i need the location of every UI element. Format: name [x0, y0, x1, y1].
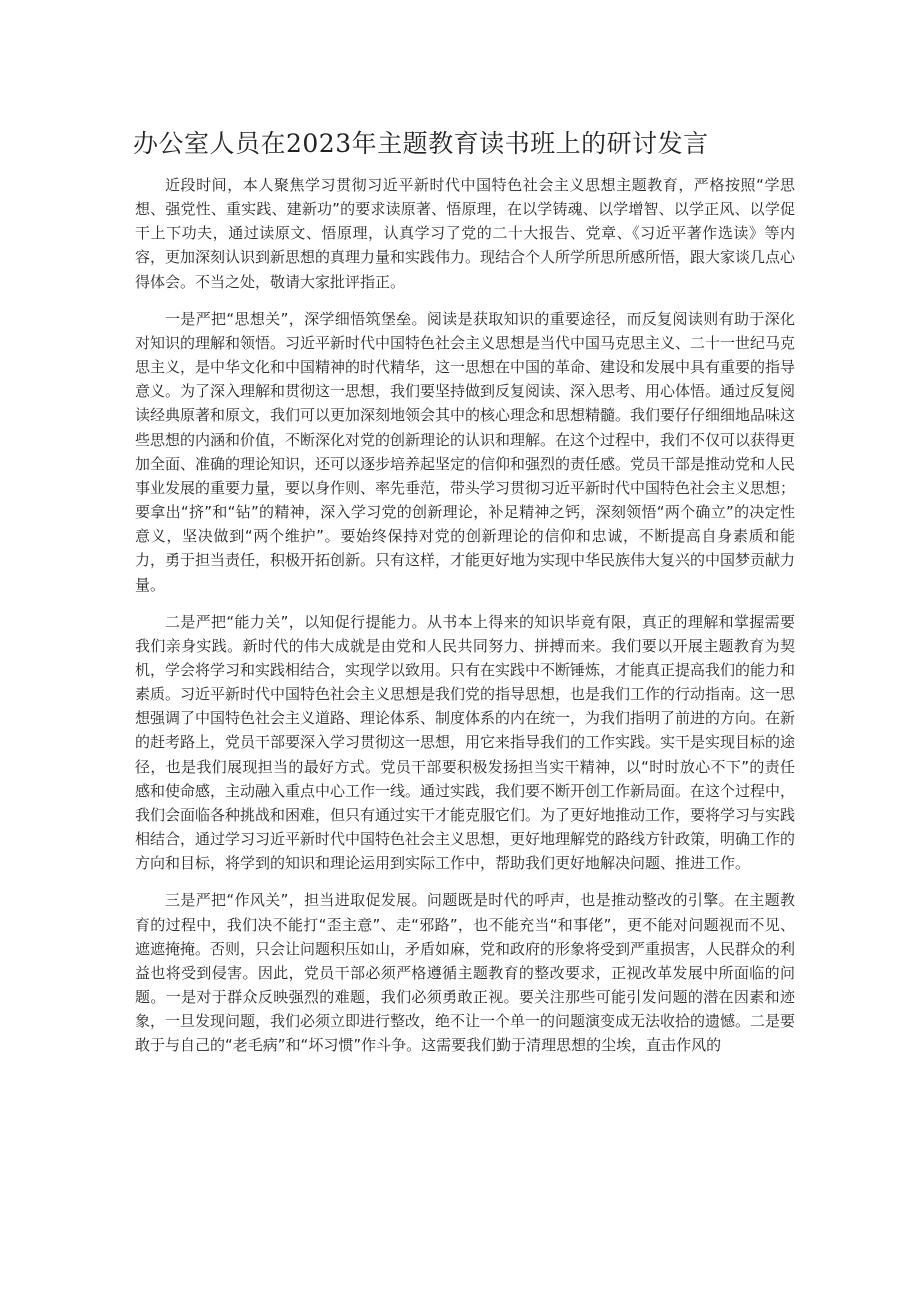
document-title: 办公室人员在2023年主题教育读书班上的研讨发言	[133, 129, 709, 158]
document-body	[135, 173, 795, 1057]
paragraph-intro: 近段时间，本人聚焦学习贯彻习近平新时代中国特色社会主义思想主题教育，严格按照“学思想、强党性、重实践、建新功”的要求读原著、悟原理，在以学铸魂、以学增智、以学正风、以学促干上下功夫，通过读原文、悟原理，认真学习了党的二十大报告、党章、《习近平著作选读》等内容，更加深刻认识到新思想的真理力量和实践伟力。现结合个人所学所思所感所悟，跟大家谈几点心得体会。不当之处，敬请大家批评指正。	[135, 176, 796, 291]
paragraph-thought: 一是严把“思想关”，深学细悟筑堡垒。阅读是获取知识的重要途径，而反复阅读则有助于深化对知识的理解和领悟。习近平新时代中国特色社会主义思想是当代中国马克思主义、二十一世纪马克思主义，是中华文化和中国精神的时代精华，这一思想在中国的革命、建设和发展中具有重要的指导意义。为了深入理解和贯彻这一思想，我们要坚持做到反复阅读、深入思考、用心体悟。通过反复阅读经典原著和原文，我们可以更加深刻地领会其中的核心理念和思想精髓。我们要仔仔细细地品味这些思想的内涵和价值，不断深化对党的创新理论的认识和理解。在这个过程中，我们不仅可以获得更加全面、准确的理论知识，还可以逐步培养起坚定的信仰和强烈的责任感。党员干部是推动党和人民事业发展的重要力量，要以身作则、率先垂范，带头学习贯彻习近平新时代中国特色社会主义思想；要拿出“挤”和“钻”的精神，深入学习党的创新理论，补足精神之钙，深刻领悟“两个确立”的决定性意义，坚决做到“两个维护”。要始终保持对党的创新理论的信仰和忠诚，不断提高自身素质和能力，勇于担当责任，积极开拓创新。只有这样，才能更好地为实现中华民族伟大复兴的中国梦贡献力量。	[135, 309, 796, 594]
paragraph-ability: 二是严把“能力关”，以知促行提能力。从书本上得来的知识毕竟有限，真正的理解和掌握需要我们亲身实践。新时代的伟大成就是由党和人民共同努力、拼搏而来。我们要以开展主题教育为契机，学会将学习和实践相结合，实现学以致用。只有在实践中不断锤炼，才能真正提高我们的能力和素质。习近平新时代中国特色社会主义思想是我们党的指导思想，也是我们工作的行动指南。这一思想强调了中国特色社会主义道路、理论体系、制度体系的内在统一，为我们指明了前进的方向。在新的赶考路上，党员干部要深入学习贯彻这一思想，用它来指导我们的工作实践。实干是实现目标的途径，也是我们展现担当的最好方式。党员干部要积极发扬担当实干精神，以“时时放心不下”的责任感和使命感，主动融入重点中心工作一线。通过实践，我们要不断开创工作新局面。在这个过程中，我们会面临各种挑战和困难，但只有通过实干才能克服它们。为了更好地推动工作，要将学习与实践相结合，通过学习习近平新时代中国特色社会主义思想，更好地理解党的路线方针政策，明确工作的方向和目标，将学到的知识和理论运用到实际工作中，帮助我们更好地解决问题、推进工作。	[135, 612, 796, 873]
paragraph-style: 三是严把“作风关”，担当进取促发展。问题既是时代的呼声，也是推动整改的引擎。在主题教育的过程中，我们决不能打“歪主意”、走“邪路”，也不能充当“和事佬”，更不能对问题视而不见、遮遮掩掩。否则，只会让问题积压如山，矛盾如麻，党和政府的形象将受到严重损害，人民群众的利益也将受到侵害。因此，党员干部必须严格遵循主题教育的整改要求，正视改革发展中所面临的问题。一是对于群众反映强烈的难题，我们必须勇敢正视。要关注那些可能引发问题的潜在因素和迹象，一旦发现问题，我们必须立即进行整改，绝不让一个单一的问题演变成无法收拾的遗憾。二是要敢于与自己的“老毛病”和“坏习惯”作斗争。这需要我们勤于清理思想的尘埃，直击作风的	[135, 891, 796, 1055]
